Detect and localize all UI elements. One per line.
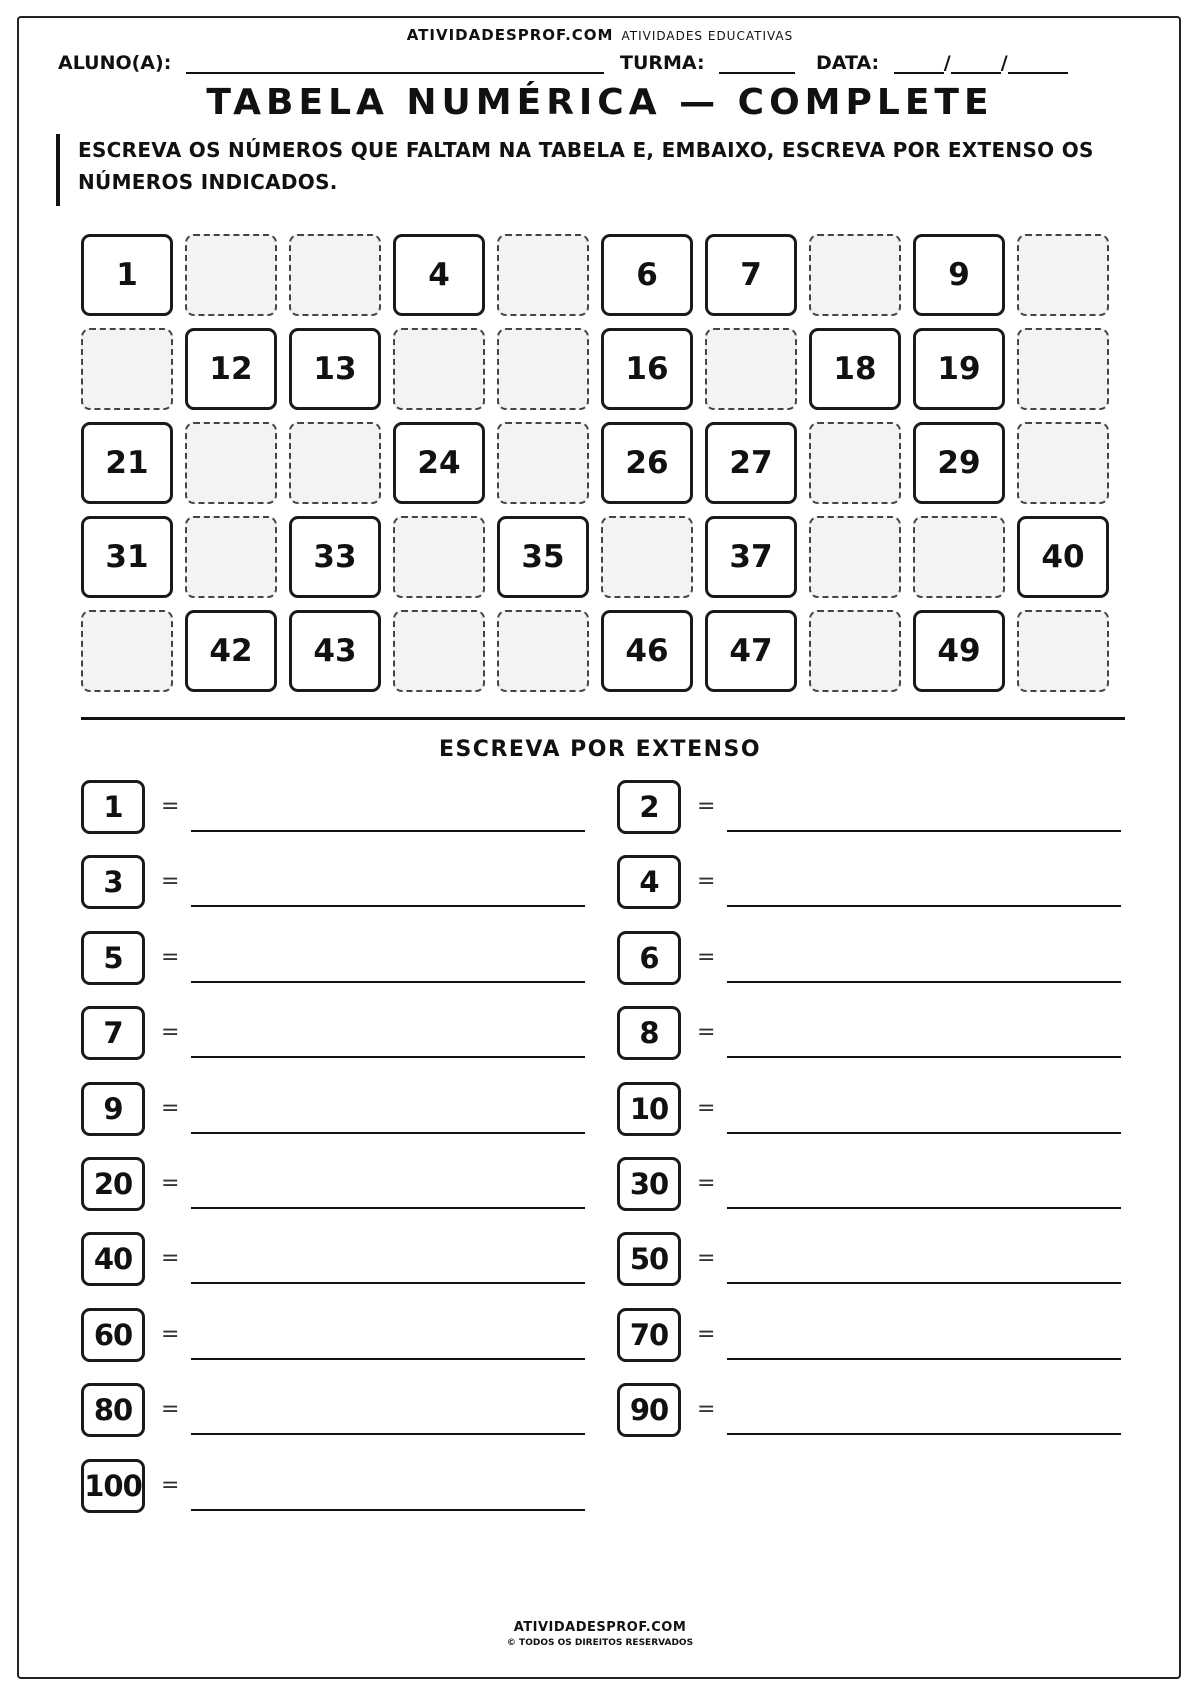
table-cell-filled: 43 — [289, 610, 381, 692]
class-field — [620, 52, 795, 74]
extenso-item — [81, 1082, 591, 1138]
date-day-blank[interactable] — [894, 52, 944, 74]
table-cell-blank[interactable] — [601, 516, 693, 598]
equals-sign: = — [161, 794, 180, 819]
table-cell-filled: 24 — [393, 422, 485, 504]
table-cell-blank[interactable] — [185, 234, 277, 316]
extenso-item — [81, 931, 591, 987]
number-box: 80 — [81, 1383, 145, 1437]
writing-line[interactable] — [727, 1433, 1121, 1435]
number-box: 50 — [617, 1232, 681, 1286]
writing-line[interactable] — [191, 830, 585, 832]
table-cell-blank[interactable] — [497, 610, 589, 692]
equals-sign: = — [697, 1096, 716, 1121]
site-tagline: ATIVIDADES EDUCATIVAS — [621, 29, 794, 43]
extenso-item — [617, 1383, 1127, 1439]
number-table — [81, 234, 1125, 696]
date-field — [816, 52, 1068, 74]
writing-line[interactable] — [727, 905, 1121, 907]
writing-line[interactable] — [727, 1282, 1121, 1284]
table-cell-filled: 12 — [185, 328, 277, 410]
footer-site: ATIVIDADESPROF.COM — [513, 1620, 687, 1635]
number-box: 90 — [617, 1383, 681, 1437]
number-box: 5 — [81, 931, 145, 985]
equals-sign: = — [161, 1473, 180, 1498]
table-cell-filled: 35 — [497, 516, 589, 598]
table-cell-filled: 49 — [913, 610, 1005, 692]
equals-sign: = — [161, 1397, 180, 1422]
table-cell-blank[interactable] — [393, 328, 485, 410]
writing-line[interactable] — [191, 1509, 585, 1511]
number-box: 3 — [81, 855, 145, 909]
table-cell-blank[interactable] — [809, 610, 901, 692]
writing-line[interactable] — [727, 981, 1121, 983]
table-cell-blank[interactable] — [393, 610, 485, 692]
equals-sign: = — [161, 1322, 180, 1347]
date-month-blank[interactable] — [951, 52, 1001, 74]
writing-line[interactable] — [727, 1132, 1121, 1134]
class-label: TURMA: — [620, 52, 705, 74]
extenso-title: ESCREVA POR EXTENSO — [438, 737, 762, 762]
number-box: 100 — [81, 1459, 145, 1513]
table-cell-filled: 7 — [705, 234, 797, 316]
student-info-row — [58, 52, 1148, 78]
date-separator: / — [1000, 52, 1008, 74]
table-cell-blank[interactable] — [705, 328, 797, 410]
table-cell-filled: 13 — [289, 328, 381, 410]
writing-line[interactable] — [191, 1207, 585, 1209]
table-cell-filled: 46 — [601, 610, 693, 692]
table-cell-blank[interactable] — [81, 328, 173, 410]
table-cell-filled: 47 — [705, 610, 797, 692]
student-label: ALUNO(A): — [58, 52, 172, 74]
extenso-item — [81, 1157, 591, 1213]
student-name-blank[interactable] — [186, 52, 604, 74]
extenso-item — [617, 1232, 1127, 1288]
writing-line[interactable] — [191, 1282, 585, 1284]
writing-line[interactable] — [191, 981, 585, 983]
table-cell-blank[interactable] — [809, 516, 901, 598]
writing-line[interactable] — [191, 905, 585, 907]
number-box: 20 — [81, 1157, 145, 1211]
extenso-item — [617, 1006, 1127, 1062]
table-cell-filled: 37 — [705, 516, 797, 598]
number-box: 1 — [81, 780, 145, 834]
number-box: 60 — [81, 1308, 145, 1362]
equals-sign: = — [697, 945, 716, 970]
equals-sign: = — [697, 869, 716, 894]
table-cell-filled: 31 — [81, 516, 173, 598]
table-cell-blank[interactable] — [913, 516, 1005, 598]
footer-rights: © TODOS OS DIREITOS RESERVADOS — [506, 1638, 694, 1648]
table-cell-blank[interactable] — [185, 516, 277, 598]
date-label: DATA: — [816, 52, 880, 74]
table-cell-filled: 16 — [601, 328, 693, 410]
table-cell-filled: 4 — [393, 234, 485, 316]
table-cell-filled: 40 — [1017, 516, 1109, 598]
table-cell-blank[interactable] — [393, 516, 485, 598]
equals-sign: = — [161, 1246, 180, 1271]
footer — [0, 1620, 1200, 1648]
page-title: TABELA NUMÉRICA — COMPLETE — [206, 82, 994, 123]
equals-sign: = — [697, 1171, 716, 1196]
writing-line[interactable] — [727, 830, 1121, 832]
section-divider — [81, 717, 1125, 720]
equals-sign: = — [161, 1096, 180, 1121]
table-cell-blank[interactable] — [497, 234, 589, 316]
extenso-item — [617, 1157, 1127, 1213]
writing-line[interactable] — [191, 1433, 585, 1435]
table-cell-blank[interactable] — [1017, 422, 1109, 504]
table-cell-filled: 21 — [81, 422, 173, 504]
table-cell-filled: 27 — [705, 422, 797, 504]
table-cell-blank[interactable] — [497, 422, 589, 504]
table-cell-blank[interactable] — [289, 234, 381, 316]
equals-sign: = — [697, 1322, 716, 1347]
instruction-text: ESCREVA OS NÚMEROS QUE FALTAM NA TABELA E, EMBAIXO, ESCREVA POR EXTENSO OS NÚMEROS INDICADOS. — [56, 134, 1136, 206]
equals-sign: = — [161, 1171, 180, 1196]
extenso-item — [81, 1308, 591, 1364]
table-cell-filled: 9 — [913, 234, 1005, 316]
number-box: 2 — [617, 780, 681, 834]
date-separator: / — [943, 52, 951, 74]
extenso-item — [617, 780, 1127, 836]
class-blank[interactable] — [719, 52, 795, 74]
site-header — [0, 26, 1200, 44]
writing-line[interactable] — [191, 1132, 585, 1134]
table-cell-blank[interactable] — [1017, 328, 1109, 410]
table-cell-blank[interactable] — [1017, 610, 1109, 692]
table-cell-filled: 42 — [185, 610, 277, 692]
table-cell-filled: 6 — [601, 234, 693, 316]
extenso-item — [617, 1308, 1127, 1364]
number-box: 4 — [617, 855, 681, 909]
equals-sign: = — [161, 869, 180, 894]
number-box: 40 — [81, 1232, 145, 1286]
table-cell-blank[interactable] — [81, 610, 173, 692]
extenso-item — [81, 855, 591, 911]
table-cell-blank[interactable] — [809, 234, 901, 316]
equals-sign: = — [161, 945, 180, 970]
table-cell-blank[interactable] — [185, 422, 277, 504]
extenso-item — [81, 1006, 591, 1062]
table-cell-filled: 1 — [81, 234, 173, 316]
date-year-blank[interactable] — [1008, 52, 1068, 74]
table-cell-filled: 33 — [289, 516, 381, 598]
table-cell-blank[interactable] — [497, 328, 589, 410]
table-cell-blank[interactable] — [289, 422, 381, 504]
writing-line[interactable] — [727, 1056, 1121, 1058]
writing-line[interactable] — [191, 1358, 585, 1360]
number-box: 9 — [81, 1082, 145, 1136]
table-cell-blank[interactable] — [809, 422, 901, 504]
site-name: ATIVIDADESPROF.COM — [406, 26, 614, 44]
number-box: 8 — [617, 1006, 681, 1060]
number-box: 70 — [617, 1308, 681, 1362]
writing-line[interactable] — [727, 1207, 1121, 1209]
equals-sign: = — [697, 794, 716, 819]
number-box: 30 — [617, 1157, 681, 1211]
equals-sign: = — [697, 1397, 716, 1422]
equals-sign: = — [697, 1246, 716, 1271]
table-cell-filled: 26 — [601, 422, 693, 504]
extenso-item — [81, 1459, 591, 1515]
writing-line[interactable] — [191, 1056, 585, 1058]
extenso-item — [617, 1082, 1127, 1138]
extenso-item — [81, 1232, 591, 1288]
table-cell-filled: 29 — [913, 422, 1005, 504]
equals-sign: = — [697, 1020, 716, 1045]
number-box: 7 — [81, 1006, 145, 1060]
student-field — [58, 52, 604, 74]
writing-line[interactable] — [727, 1358, 1121, 1360]
equals-sign: = — [161, 1020, 180, 1045]
table-cell-blank[interactable] — [1017, 234, 1109, 316]
extenso-item — [617, 931, 1127, 987]
table-cell-filled: 19 — [913, 328, 1005, 410]
extenso-item — [81, 1383, 591, 1439]
number-box: 6 — [617, 931, 681, 985]
extenso-item — [81, 780, 591, 836]
table-cell-filled: 18 — [809, 328, 901, 410]
extenso-item — [617, 855, 1127, 911]
number-box: 10 — [617, 1082, 681, 1136]
